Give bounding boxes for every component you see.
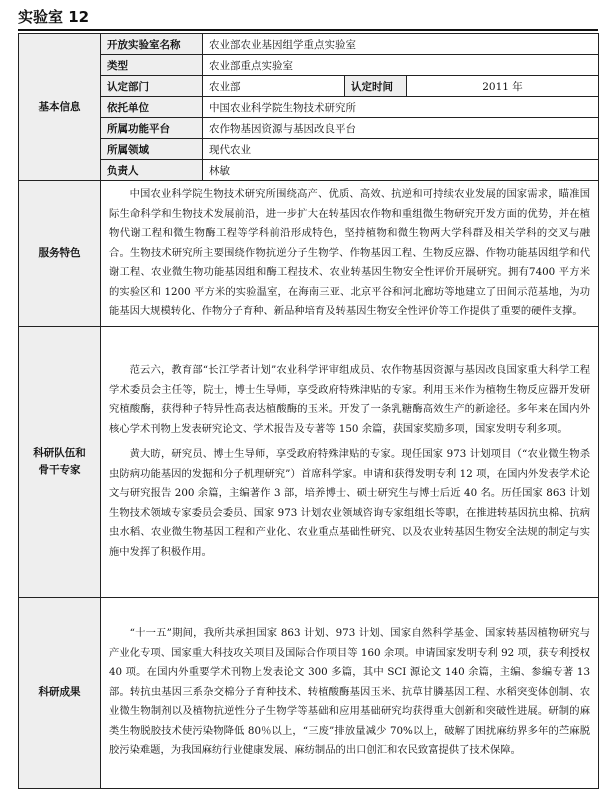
team-label-line2: 骨干专家: [38, 463, 81, 476]
table-row: [19, 597, 599, 788]
service-paragraph: 中国农业科学院生物技术研究所围绕高产、优质、高效、抗逆和可持续农业发展的国家需求，瞄准国际生命科学和生物技术发展前沿，进一步扩大在转基因农作物和重组微生物研究开发方面的优势，并在植物代谢工程和微生物酶工程等学科前沿形成特色，坚持植物和微生物两大学科群及相关学科的交叉与融合。生物技术研究所主要围绕作物抗逆分子生物学、作物基因工程、生物反应器、作物功能基因组学和代谢工程、农业微生物功能基因组和酶工程技术、农业转基因生物安全性评价开展研究。拥有7400 平方米的实验区和 1200 平方米的实验温室，在海南三亚、北京平谷和河北廊坊等地建立了田间示范基地，为功能基因大规模转化、作物分子育种、新品种培育及转基因生物安全性评价等工作提供了重要的硬件支撑。: [109, 188, 591, 317]
table-row: [19, 55, 599, 76]
field-value: 农业部: [203, 76, 345, 97]
field-label: 所属功能平台: [101, 118, 203, 139]
basic-info-label: 基本信息: [19, 34, 101, 181]
field-value: 现代农业: [203, 139, 599, 160]
results-label: 科研成果: [19, 597, 101, 788]
table-row: [19, 118, 599, 139]
service-content: [101, 181, 599, 327]
table-row: [19, 160, 599, 181]
field-value: 农业部重点实验室: [203, 55, 599, 76]
team-label: [19, 326, 101, 597]
table-row: [19, 76, 599, 97]
team-paragraph: 黄大昉，研究员、博士生导师，享受政府特殊津贴的专家。现任国家 973 计划项目（“农业微生物杀虫防病功能基因的发掘和分子机理研究”）首席科学家。申请和获得发明专利 12 项，在国内外发表学术论文与研究报告 200 余篇，主编著作 3 部，培养博士、硕士研究生与博士后近 40 名。历任国家 863 计划生物技术领域专家委员会委员、国家 973 计划农业领域咨询专家组组长等职，在推进转基因抗虫棉、抗病虫水稻、农业微生物基因工程和产业化、农业重点基础性研究、以及农业转基因生物安全法规的制定与实施中发挥了积极作用。: [109, 448, 591, 558]
field-value: 林敏: [203, 160, 599, 181]
field-label: 认定时间: [345, 76, 407, 97]
field-label: 类型: [101, 55, 203, 76]
title-rule: [18, 29, 598, 31]
field-label: 所属领域: [101, 139, 203, 160]
team-paragraph: 范云六，教育部“长江学者计划”农业科学评审组成员、农作物基因资源与基因改良国家重大科学工程学术委员会主任等，院士，博士生导师，享受政府特殊津贴的专家。利用玉米作为植物生物反应器开发研究植酸酶，获得种子特异性高表达植酸酶的玉米。开发了一条乳糖酶高效生产的新途径。多年来在国内外核心学术刊物上发表研究论文、学术报告及专著等 150 余篇，获国家奖励多项，国家发明专利多项。: [109, 364, 591, 435]
results-content: [101, 597, 599, 788]
page-title: 实验室 12: [18, 8, 90, 26]
field-value: 农业部农业基因组学重点实验室: [203, 34, 599, 55]
field-label: 负责人: [101, 160, 203, 181]
results-paragraph: “十一五”期间，我所共承担国家 863 计划、973 计划、国家自然科学基金、国家转基因植物研究与产业化专项、国家重大科技攻关项目及国际合作项目等 160 余项。申请国家发明专利 92 项，获专利授权 40 项。在国内外重要学术刊物上发表论文 300 多篇，其中 SCI 源论文 140 余篇，主编、参编专著 13 部。转抗虫基因三系杂交棉分子育种技术、转植酸酶基因玉米、抗草甘膦基因工程、水稻突变体创制、农业微生物制剂以及植物抗逆性分子生物学等基础和应用基础研究均获得重大创新和突破性进展。研制的麻类生物脱胶技术使污染物降低 80％以上，“三废”排放量减少 70%以上，破解了困扰麻纺界多年的苎麻脱胶污染难题，为我国麻纺行业健康发展、麻纺制品的出口创汇和农民致富提供了技术保障。: [109, 627, 591, 757]
field-label: 开放实验室名称: [101, 34, 203, 55]
team-label-line1: 科研队伍和: [33, 446, 86, 459]
field-value: 2011 年: [407, 76, 599, 97]
team-content: [101, 326, 599, 597]
table-row: [19, 326, 599, 597]
table-row: [19, 181, 599, 327]
field-label: 认定部门: [101, 76, 203, 97]
service-label: 服务特色: [19, 181, 101, 327]
table-row: [19, 34, 599, 55]
table-row: [19, 139, 599, 160]
table-row: [19, 97, 599, 118]
lab-info-table: [18, 33, 599, 789]
field-value: 中国农业科学院生物技术研究所: [203, 97, 599, 118]
field-value: 农作物基因资源与基因改良平台: [203, 118, 599, 139]
field-label: 依托单位: [101, 97, 203, 118]
